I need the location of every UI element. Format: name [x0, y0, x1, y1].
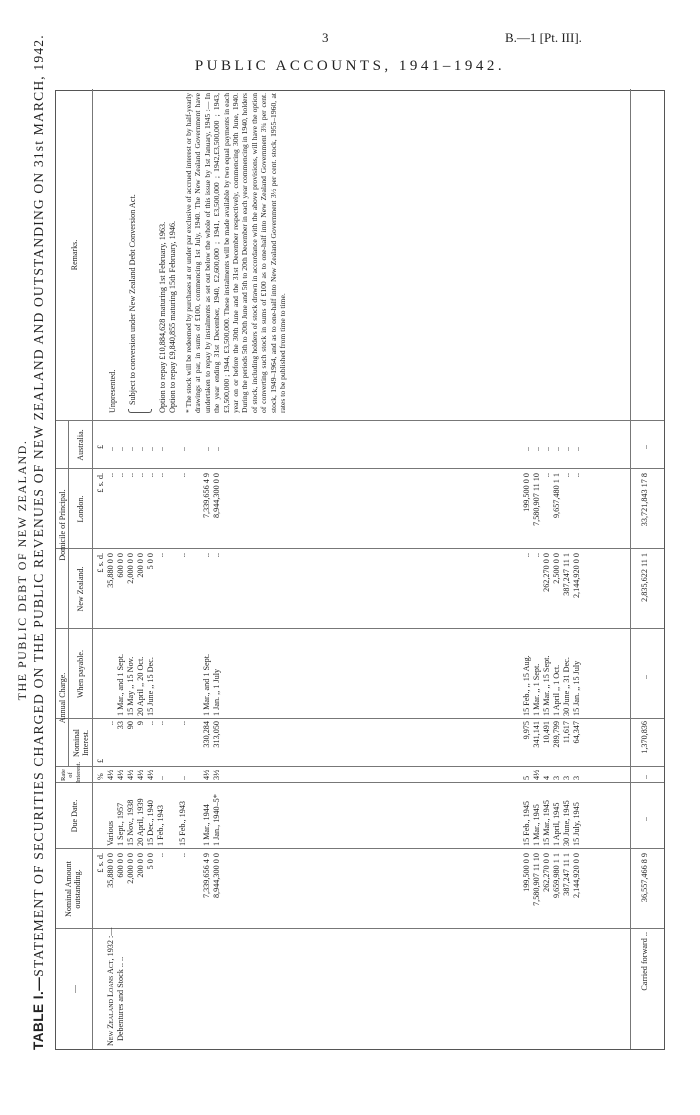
total-due: ..	[640, 816, 649, 821]
cell-nz: 387,247 11 1	[562, 553, 571, 596]
cell-due: 15 Feb., 1945	[522, 800, 531, 846]
cell-nominal: 7,339,656 4 9	[202, 853, 211, 899]
cell-due: 1 Jan., 1940–5*	[212, 794, 221, 846]
carried-forward-label: Carried forward ..	[640, 932, 649, 991]
cell-australia: ..	[562, 446, 571, 451]
col-divider	[56, 766, 664, 767]
cell-nz: 35,880 0 0	[106, 553, 115, 588]
cell-london: 9,657,480 1 1	[552, 473, 561, 519]
cell-interest: ..	[146, 721, 155, 726]
page-number: 3	[322, 30, 329, 45]
cell-nominal: 35,880 0 0	[106, 853, 115, 888]
header-rate: Rate of Interest.	[60, 761, 82, 783]
cell-london: ..	[572, 473, 581, 478]
cell-london: 8,944,300 0 0	[212, 473, 221, 519]
remark-unpresented: Unpresented.	[108, 369, 117, 413]
header-rule	[92, 89, 93, 1049]
cell-nz: ..	[532, 553, 541, 558]
cell-due: 20 April, 1939	[136, 798, 145, 846]
document-reference: B.—1 [Pt. III].	[505, 30, 582, 45]
header-loan: —	[70, 985, 79, 993]
cell-australia: ..	[156, 446, 165, 451]
col-divider	[56, 628, 664, 629]
cell-nominal: 9,659,980 1 1	[552, 853, 561, 899]
cell-interest: ..	[106, 721, 115, 726]
col-divider	[56, 782, 664, 783]
cell-interest: ..	[156, 721, 165, 726]
cell-due: 1 Mar., 1944	[202, 804, 211, 846]
cell-payable: 1 Mar., and 1 Sept.	[202, 653, 211, 716]
cell-australia: ..	[532, 446, 541, 451]
cell-rate: 3	[572, 775, 581, 780]
cell-rate: 3½	[212, 769, 221, 780]
cell-interest: 90	[126, 721, 135, 730]
cell-nominal: 2,000 0 0	[126, 853, 135, 884]
loan-name: New Zealand Loans Act, 1932 :—	[106, 927, 115, 1046]
cell-payable: 15 June ,, 15 Dec.	[146, 657, 155, 716]
cell-london: ..	[542, 473, 551, 478]
debt-heading: THE PUBLIC DEBT OF NEW ZEALAND.	[15, 439, 29, 701]
cell-payable: 15 Feb., ,, 15 Aug.	[522, 655, 531, 716]
header-australia: Australia.	[76, 429, 85, 461]
cell-london: ..	[156, 473, 165, 478]
cell-payable: 20 April ,, 20 Oct.	[136, 656, 145, 716]
cell-australia: ..	[106, 446, 115, 451]
header-due: Due Date.	[70, 799, 79, 833]
cell-nominal: 200 0 0	[136, 853, 145, 878]
cell-nominal: 600 0 0	[116, 853, 125, 878]
cell-rate: 4½	[126, 769, 135, 780]
cell-due: 15 Feb., 1943	[178, 800, 187, 846]
cell-london: ..	[146, 473, 155, 478]
cell-due: 30 June, 1945	[562, 800, 571, 846]
cell-due: 15 Nov., 1938	[126, 799, 135, 846]
table-heading	[31, 34, 47, 1050]
cell-london: ..	[106, 473, 115, 478]
col-divider	[56, 468, 664, 469]
cell-australia: ..	[552, 446, 561, 451]
cell-due: Various	[106, 820, 115, 846]
cell-interest: 330,284	[202, 721, 211, 748]
cell-nz: 600 0 0	[116, 553, 125, 578]
cell-payable: 15 Jan. ,, 15 July	[572, 660, 581, 716]
cell-interest: 10,491	[542, 721, 551, 744]
cell-payable: 15 Mar. ,, 15 Sept.	[542, 655, 551, 716]
cell-due: 15 July, 1945	[572, 802, 581, 846]
header-remarks: Remarks.	[70, 239, 79, 271]
cell-nz: ..	[156, 553, 165, 558]
cell-rate: 4½	[202, 769, 211, 780]
cell-rate: 3	[552, 775, 561, 780]
cell-rate: 5	[522, 775, 531, 780]
cell-nz: 2,000 0 0	[126, 553, 135, 584]
total-australia: ..	[640, 444, 649, 449]
cell-rate: 4½	[116, 769, 125, 780]
cell-australia: ..	[178, 446, 187, 451]
cell-london: 199,500 0 0	[522, 473, 531, 512]
remark-option-1963: Option to repay £10,884,628 maturing 1st February, 1963.	[158, 221, 167, 413]
total-rule	[630, 89, 631, 1049]
cell-payable: 1 Jan. ,, 1 July	[212, 668, 221, 716]
securities-table	[55, 90, 665, 1050]
cell-interest: 64,347	[572, 721, 581, 744]
remark-conversion: Subject to conversion under New Zealand Debt Conversion Act.	[128, 194, 137, 405]
cell-nz: 2,144,920 0 0	[572, 553, 581, 599]
cell-nz: ..	[212, 553, 221, 558]
cell-nz: 262,270 0 0	[542, 553, 551, 592]
cell-australia: ..	[126, 446, 135, 451]
cell-nominal: 5 0 0	[146, 853, 155, 870]
total-london: 33,721,843 17 8	[640, 473, 649, 527]
remark-footnote: * The stock will be redeemed by purchases at or under par exclusive of accrued interest or by half-yearly drawings at par, in sums of £100, commencing 1st July, 1940. The New Zealand Government have undertaken to repay by instalments as set out below the whole of this issue by 1st January, 1945 :— In the year ending 31st December, 1940, £2,600,000 ; 1941, £3,500,000 ; 1942,£3,500,000 ; 1943,£3,500,000 ; 1944, £3,500,000. These instalments will be made available by two equal payments in each year on or before the 30th June and the 31st December respectively, commencing 30th June, 1940. During the periods 5th to 20th June and 5th to 20th December in each year commencing in 1940, holders of stock, including holders of stock drawn in accordance with the above provisions, will have the option of converting such stock in sums of £100 as to one-half into New Zealand Government 3¾ per cent. stock, 1949–1964, and as to one-half into New Zealand Government 3½ per cent. stock, 1955–1960, at rates to be published from time to time.	[184, 93, 288, 413]
header-nominal-interest: Nominal Interest.	[72, 729, 91, 757]
cell-nz: ..	[178, 553, 187, 558]
cell-london: 7,580,907 11 10	[532, 473, 541, 526]
table-title: STATEMENT OF SECURITIES CHARGED ON THE PUBLIC REVENUES OF NEW ZEALAND AND OUTSTANDING ON 31st MARCH, 1942.	[31, 34, 46, 977]
cell-payable: 1 April ,, 1 Oct.	[552, 664, 561, 716]
unit-pounds: £	[96, 758, 105, 763]
cell-nz: 200 0 0	[136, 553, 145, 578]
unit-psd: £ s. d.	[96, 553, 105, 573]
cell-payable: 1 Mar. ,, 1 Sept.	[532, 663, 541, 716]
cell-rate: 4½	[532, 769, 541, 780]
unit-psd: £ s. d.	[96, 853, 105, 873]
cell-australia: ..	[146, 446, 155, 451]
cell-payable: 1 Mar., and 1 Sept.	[116, 653, 125, 716]
header-when-payable: When payable.	[76, 650, 85, 698]
header-london: London.	[76, 495, 85, 523]
cell-australia: ..	[542, 446, 551, 451]
cell-interest: 289,799	[552, 721, 561, 748]
cell-australia: ..	[136, 446, 145, 451]
cell-due: 1 Feb., 1943	[156, 805, 165, 846]
cell-interest: 33	[116, 721, 125, 730]
cell-australia: ..	[522, 446, 531, 451]
cell-nz: ..	[522, 553, 531, 558]
cell-rate: 4½	[106, 769, 115, 780]
table-label: TABLE I.—	[31, 976, 46, 1050]
cell-australia: ..	[202, 446, 211, 451]
cell-payable: 30 June ,, 31 Dec.	[562, 657, 571, 716]
cell-due: 1 Sept., 1957	[116, 802, 125, 846]
cell-london: ..	[136, 473, 145, 478]
col-divider	[56, 420, 664, 421]
cell-interest: ..	[178, 721, 187, 726]
cell-due: 1 April, 1945	[552, 802, 561, 846]
cell-rate: 3	[562, 775, 571, 780]
unit-percent: %	[96, 773, 105, 780]
cell-london: ..	[178, 473, 187, 478]
cell-due: 15 Dec., 1940	[146, 800, 155, 846]
cell-rate: 4½	[136, 769, 145, 780]
remark-option-1946: Option to repay £9,840,855 maturing 15th February, 1946.	[168, 220, 177, 413]
header-domicile: Domicile of Principal.	[58, 489, 67, 561]
cell-nominal: 262,270 0 0	[542, 853, 551, 892]
cell-australia: ..	[116, 446, 125, 451]
col-divider	[56, 718, 664, 719]
header-rule	[68, 629, 69, 767]
total-nz: 2,835,622 11 1	[640, 553, 649, 602]
cell-interest: 9,975	[522, 721, 531, 740]
cell-rate: 4½	[146, 769, 155, 780]
header-nominal: Nominal Amount outstanding.	[64, 861, 83, 917]
total-nominal: 36,557,466 8 9	[640, 853, 649, 903]
cell-interest: 9	[136, 721, 145, 726]
cell-nominal: ..	[178, 853, 187, 858]
col-divider	[56, 848, 664, 849]
cell-rate: 4	[542, 775, 551, 780]
cell-nominal: ..	[156, 853, 165, 858]
cell-rate: ..	[178, 775, 187, 780]
remark-brace	[128, 409, 152, 413]
cell-due: 1 Mar., 1945	[532, 804, 541, 846]
col-divider	[56, 548, 664, 549]
cell-due: 15 Mar., 1945	[542, 800, 551, 846]
header-annual-charge: Annual Charge.	[58, 672, 67, 724]
header-nz: New Zealand.	[76, 566, 85, 612]
cell-london: 7,339,656 4 9	[202, 473, 211, 519]
col-divider	[56, 928, 664, 929]
running-title: PUBLIC ACCOUNTS, 1941–1942.	[194, 58, 506, 74]
cell-nz: ..	[202, 553, 211, 558]
unit-pounds: £	[96, 444, 105, 449]
cell-nz: 2,500 0 0	[552, 553, 561, 584]
cell-rate: ..	[156, 775, 165, 780]
cell-australia: ..	[572, 446, 581, 451]
total-rate: ..	[640, 774, 649, 779]
cell-interest: 341,141	[532, 721, 541, 748]
cell-payable: 15 May ,, 15 Nov.	[126, 656, 135, 716]
total-interest: 1,370,836	[640, 721, 649, 754]
cell-nominal: 387,247 11 1	[562, 853, 571, 896]
cell-nominal: 199,500 0 0	[522, 853, 531, 892]
total-payable: ..	[640, 674, 649, 679]
cell-australia: ..	[212, 446, 221, 451]
cell-nominal: 7,580,907 11 10	[532, 853, 541, 906]
cell-london: ..	[562, 473, 571, 478]
cell-nz: 5 0 0	[146, 553, 155, 570]
header-rule	[68, 421, 69, 629]
cell-london: ..	[116, 473, 125, 478]
cell-london: ..	[126, 473, 135, 478]
cell-nominal: 8,944,300 0 0	[212, 853, 221, 899]
cell-nominal: 2,144,920 0 0	[572, 853, 581, 899]
cell-interest: 11,617	[562, 721, 571, 744]
cell-interest: 313,050	[212, 721, 221, 748]
loan-sub: Debentures and Stock .. ..	[116, 956, 125, 1041]
unit-psd: £ s. d.	[96, 473, 105, 493]
